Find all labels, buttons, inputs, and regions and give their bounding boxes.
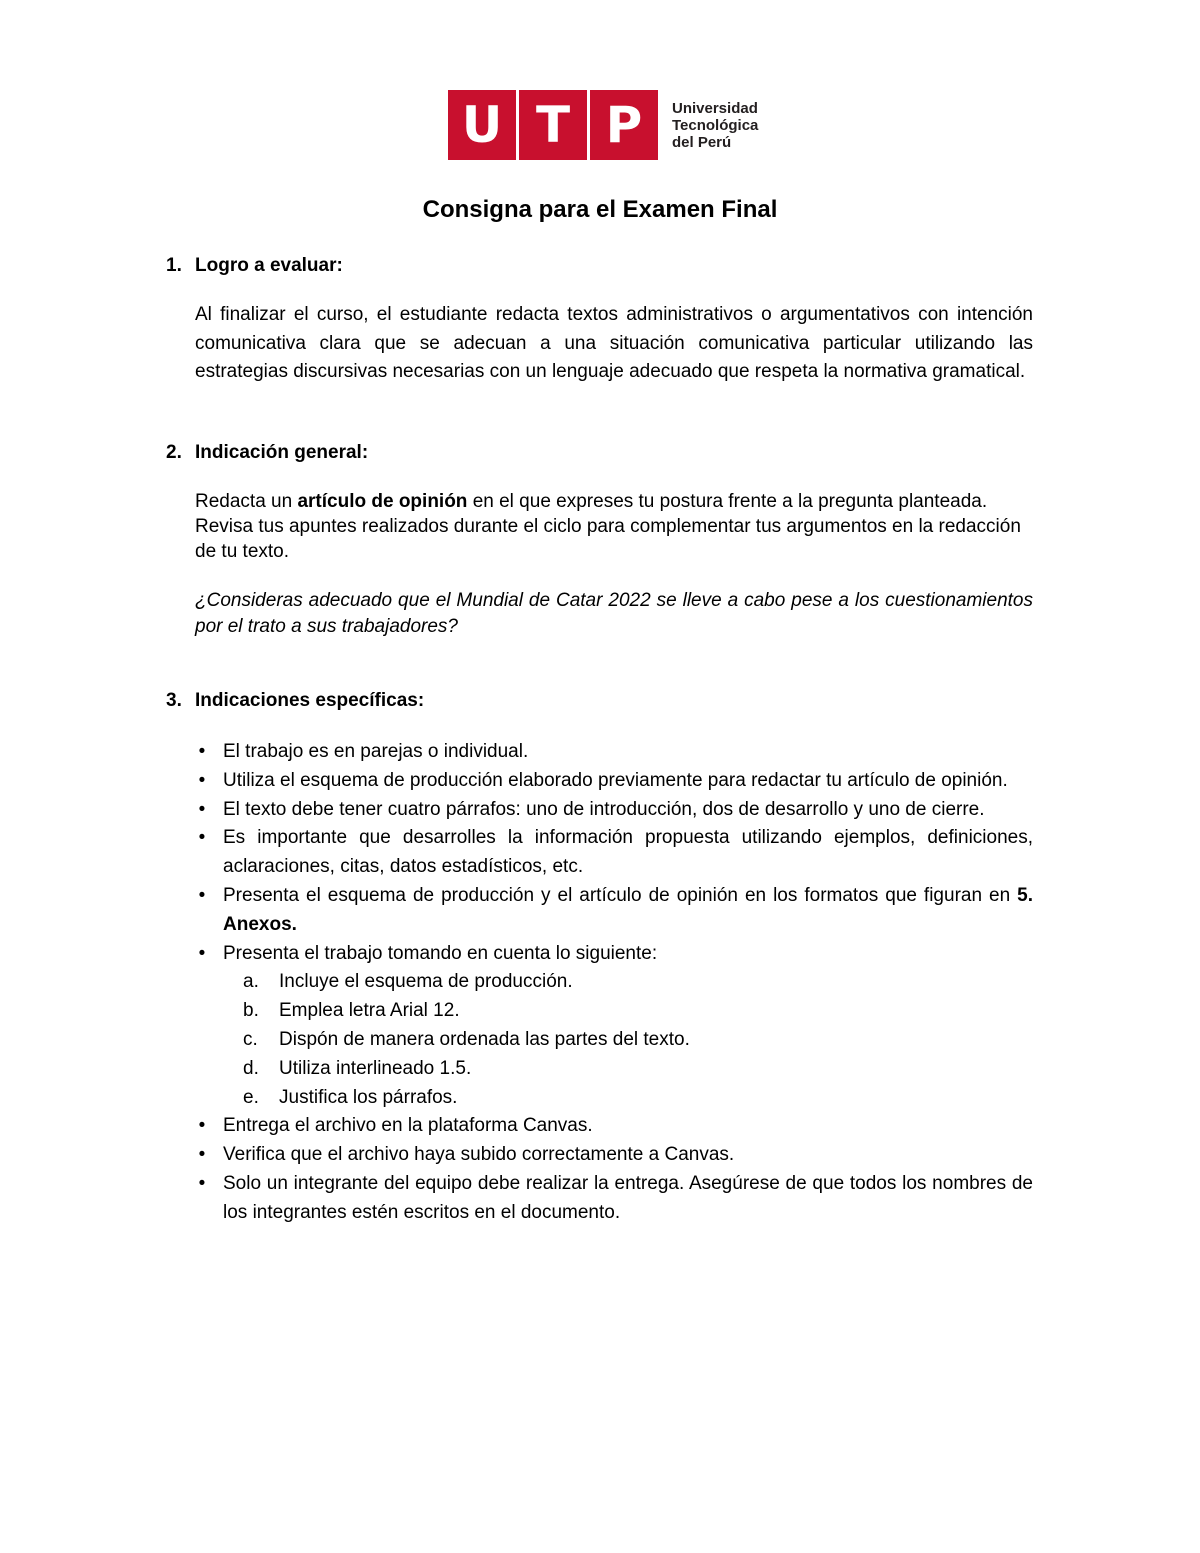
list-item bbox=[195, 1112, 1033, 1141]
page-title: Consigna para el Examen Final bbox=[422, 196, 778, 223]
specific-indications-list bbox=[195, 738, 1033, 1228]
utp-logo bbox=[448, 90, 758, 160]
sublist-item bbox=[223, 1026, 1033, 1055]
logo-letter-t: T bbox=[535, 96, 571, 154]
section-1-title: Logro a evaluar: bbox=[195, 255, 343, 276]
list-item-text: Utiliza el esquema de producción elaborado previamente para redactar tu artículo de opinión. bbox=[223, 769, 1008, 791]
bullet-icon: • bbox=[198, 741, 206, 762]
list-item-text: Entrega el archivo en la plataforma Canvas. bbox=[223, 1115, 593, 1137]
section-2-text bbox=[195, 489, 1033, 564]
list-item bbox=[195, 1170, 1033, 1228]
list-item bbox=[195, 824, 1033, 882]
section-1-text: Al finalizar el curso, el estudiante redacta textos administrativos o argumentativos con intención comunicativa clara que se adecuan a una situación comunicativa particular utilizando las estrategias discursivas necesarias con un lenguaje adecuado que respeta la normativa gramatical. bbox=[195, 304, 1033, 382]
sublist-letter: b. bbox=[243, 1000, 259, 1022]
section-1-heading bbox=[166, 254, 343, 278]
sublist-item bbox=[223, 997, 1033, 1026]
list-item bbox=[195, 882, 1033, 940]
bullet-icon: • bbox=[198, 884, 206, 906]
sublist-text: Utiliza interlineado 1.5. bbox=[279, 1057, 472, 1079]
format-sublist bbox=[223, 968, 1033, 1112]
sublist-item bbox=[223, 1055, 1033, 1084]
logo-line-3: del Perú bbox=[672, 133, 732, 151]
list-item bbox=[195, 767, 1033, 796]
annex-reference-period: . bbox=[291, 913, 297, 935]
list-item bbox=[195, 738, 1033, 767]
logo-line-1: Universidad bbox=[672, 99, 758, 117]
bullet-icon: • bbox=[198, 769, 206, 791]
list-item-text: Solo un integrante del equipo debe realizar la entrega. Asegúrese de que todos los nombres de los integrantes estén escritos en el documento. bbox=[223, 1172, 1033, 1223]
sublist-item bbox=[223, 968, 1033, 997]
list-item-text-start: Presenta el esquema de producción y el artículo de opinión en los formatos que figuran en bbox=[223, 884, 1018, 906]
sublist-letter: a. bbox=[243, 971, 259, 993]
sublist-text: Justifica los párrafos. bbox=[279, 1086, 458, 1108]
section-3-heading bbox=[166, 689, 424, 713]
section-2-title: Indicación general: bbox=[195, 442, 369, 463]
section-1-number: 1. bbox=[166, 255, 182, 276]
section-2-question: ¿Consideras adecuado que el Mundial de Catar 2022 se lleve a cabo pese a los cuestionamientos por el trato a sus trabajadores? bbox=[195, 590, 1033, 637]
bullet-icon: • bbox=[198, 1144, 206, 1166]
annex-reference: 5. Anexos bbox=[223, 884, 1033, 935]
sublist-item bbox=[223, 1084, 1033, 1113]
section-2-text-bold: artículo de opinión bbox=[297, 491, 468, 512]
section-2-number: 2. bbox=[166, 442, 182, 463]
sublist-letter: c. bbox=[243, 1028, 258, 1050]
section-2-text-start: Redacta un bbox=[195, 491, 298, 512]
list-item-text: El trabajo es en parejas o individual. bbox=[223, 741, 529, 762]
sublist-text: Dispón de manera ordenada las partes del texto. bbox=[279, 1028, 690, 1050]
section-2-text-end: en el que expreses tu postura frente a la pregunta planteada. Revisa tus apuntes realizados durante el ciclo para complementar tus argumentos en la redacción de tu texto. bbox=[195, 491, 1021, 562]
sublist-letter: d. bbox=[243, 1057, 259, 1079]
bullet-icon: • bbox=[198, 827, 206, 849]
logo-wordmark bbox=[672, 100, 758, 151]
sublist-letter: e. bbox=[243, 1086, 259, 1108]
logo-letter-u: U bbox=[461, 96, 503, 154]
bullet-icon: • bbox=[198, 942, 206, 964]
list-item-text: Presenta el trabajo tomando en cuenta lo siguiente: bbox=[223, 942, 658, 964]
list-item-text: El texto debe tener cuatro párrafos: uno de introducción, dos de desarrollo y uno de cierre. bbox=[223, 798, 985, 820]
bullet-icon: • bbox=[198, 798, 206, 820]
bullet-icon: • bbox=[198, 1115, 206, 1137]
section-2-heading bbox=[166, 441, 368, 465]
sublist-text: Incluye el esquema de producción. bbox=[279, 971, 573, 993]
logo-line-2: Tecnológica bbox=[672, 116, 759, 134]
list-item bbox=[195, 940, 1033, 1113]
list-item bbox=[195, 796, 1033, 825]
bullet-icon: • bbox=[198, 1172, 206, 1194]
section-3-number: 3. bbox=[166, 690, 182, 711]
logo-box bbox=[448, 90, 658, 160]
list-item-text: Verifica que el archivo haya subido correctamente a Canvas. bbox=[223, 1144, 735, 1166]
list-item-text: Es importante que desarrolles la información propuesta utilizando ejemplos, definiciones, aclaraciones, citas, datos estadísticos, etc. bbox=[223, 827, 1033, 878]
section-3-title: Indicaciones específicas: bbox=[195, 690, 425, 711]
logo-letter-p: P bbox=[605, 96, 643, 154]
list-item bbox=[195, 1141, 1033, 1170]
sublist-text: Emplea letra Arial 12. bbox=[279, 1000, 460, 1022]
